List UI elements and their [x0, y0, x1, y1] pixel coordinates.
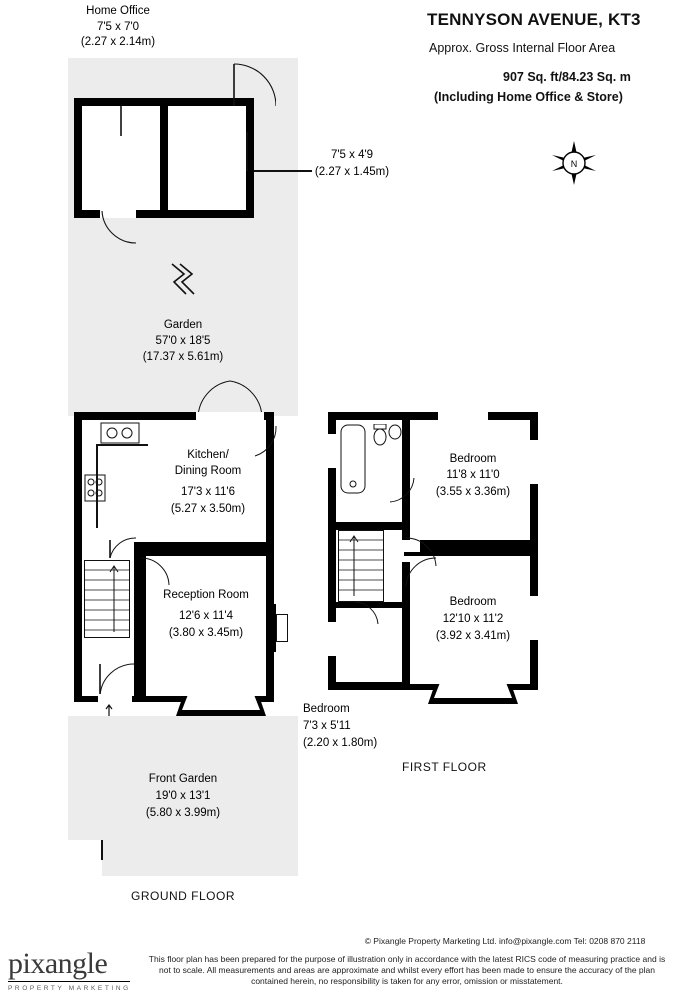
page-title: TENNYSON AVENUE, KT3: [427, 10, 641, 29]
landing-door-leaf: [404, 552, 438, 556]
front-garden-path-line: [101, 840, 103, 860]
garden-metric: (17.37 x 5.61m): [142, 351, 224, 363]
footer-disclaimer-line2: not to scale. All measurements and areas are approximate and whilst every effort has been made to ensure the accuracy of the plan: [159, 965, 655, 975]
pixangle-logo: [8, 948, 134, 994]
store-entry-door-arc: [232, 62, 276, 106]
area-value: 907 Sq. ft/84.23 Sq. m: [503, 70, 631, 84]
bedroom3-name: Bedroom: [303, 703, 350, 715]
ground-staircase: [84, 560, 130, 638]
bathtub-icon: [340, 424, 366, 494]
home-office-name: Home Office: [86, 5, 150, 17]
home-office-metric: (2.27 x 2.14m): [80, 36, 156, 48]
kitchen-metric: (5.27 x 3.50m): [170, 503, 246, 515]
bedroom2-imperial: 12'10 x 11'2: [442, 613, 504, 625]
front-garden-metric: (5.80 x 3.99m): [145, 807, 221, 819]
home-office-door-leaf: [116, 106, 126, 136]
front-garden-gap-left: [68, 840, 102, 876]
store-inner-door-arc: [214, 130, 248, 172]
bathroom-window-gap: [328, 434, 336, 468]
front-door-gap: [98, 694, 132, 702]
home-office-imperial: 7'5 x 7'0: [96, 21, 140, 33]
bedroom3-imperial: 7'3 x 5'11: [303, 720, 351, 732]
first-floor-label: FIRST FLOOR: [402, 760, 487, 774]
kitchen-sink-icon: [100, 422, 140, 444]
bedroom1-metric: (3.55 x 3.36m): [435, 486, 511, 498]
bedroom3-window-gap: [328, 622, 336, 656]
bedroom2-name: Bedroom: [449, 596, 497, 608]
first-bay-interior: [434, 678, 512, 698]
logo-tagline: PROPERTY MARKETING: [8, 985, 131, 992]
ground-floor-label: GROUND FLOOR: [130, 889, 235, 903]
store-metric: (2.27 x 1.45m): [314, 166, 390, 178]
bedroom2-door-arc: [404, 556, 438, 588]
first-staircase: [338, 530, 384, 602]
svg-text:N: N: [570, 159, 578, 169]
footer-disclaimer-line3: contained herein, no responsibility is taken for any error, omission or misstatement.: [251, 976, 563, 986]
bedroom2-metric: (3.92 x 3.41m): [435, 630, 511, 642]
kitchen-counter-line: [96, 444, 98, 528]
bedroom1-name: Bedroom: [449, 453, 497, 465]
bedroom1-imperial: 11'8 x 11'0: [446, 469, 500, 481]
logo-divider: [8, 981, 130, 982]
garden-break-symbol: [170, 262, 196, 296]
front-garden-name: Front Garden: [148, 773, 218, 785]
wc-icon: [372, 424, 388, 453]
kitchen-counter-top: [96, 444, 148, 446]
area-intro: Approx. Gross Internal Floor Area: [429, 41, 616, 55]
hall-door-arc-left: [108, 536, 138, 560]
basin-icon: [388, 424, 402, 440]
kitchen-door-gap: [196, 412, 264, 420]
area-note: (Including Home Office & Store): [434, 90, 623, 104]
kitchen-hob-icon: [84, 474, 106, 502]
kitchen-imperial: 17'3 x 11'6: [180, 486, 236, 498]
reception-name: Reception Room: [163, 589, 249, 601]
reception-imperial: 12'6 x 11'4: [178, 610, 234, 622]
compass-icon: [540, 133, 612, 193]
footer-copyright: © Pixangle Property Marketing Ltd. info@pixangle.com Tel: 0208 870 2118: [364, 936, 646, 946]
store-imperial: 7'5 x 4'9: [330, 149, 374, 161]
home-office-door-arc: [100, 210, 142, 244]
bedroom3-door-arc: [352, 600, 380, 626]
garden-name: Garden: [163, 319, 203, 331]
reception-metric: (3.80 x 3.45m): [168, 627, 244, 639]
kitchen-name-line1: Kitchen/: [187, 449, 229, 461]
front-door-arc: [96, 660, 136, 698]
bedroom1-top-window-gap: [438, 412, 488, 420]
bedroom3-metric: (2.20 x 1.80m): [303, 737, 378, 749]
footer-disclaimer-line1: This floor plan has been prepared for the purpose of illustration only in accordance with the latest RICS code of measuring practice and is: [148, 954, 666, 964]
kitchen-name-line2: Dining Room: [174, 465, 242, 477]
front-garden-imperial: 19'0 x 13'1: [155, 790, 211, 802]
reception-door-arc: [140, 556, 170, 586]
bay-window-interior: [182, 690, 260, 710]
logo-name: pixangle: [8, 947, 108, 980]
garden-imperial: 57'0 x 18'5: [155, 335, 211, 347]
